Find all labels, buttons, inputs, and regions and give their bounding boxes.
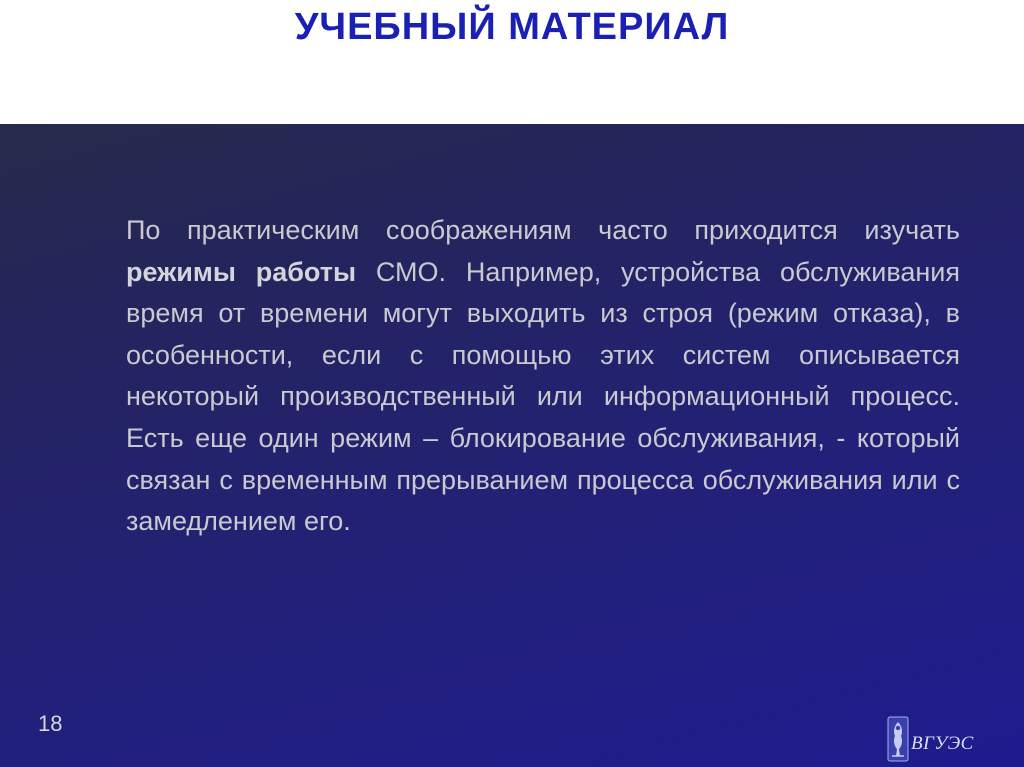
- slide-title: УЧЕБНЫЙ МАТЕРИАЛ: [294, 6, 730, 48]
- body-text-bold: режимы работы: [126, 256, 357, 287]
- page-number: 18: [38, 711, 63, 736]
- slide-header: [0, 0, 1024, 124]
- body-text-part-2: СМО. Например, устройства обслуживания время от времени могут выходить из строя (режим отказа), в особенности, если с помощью этих систем описывается некоторый производственный или информационный процесс. Есть еще один режим – блокирование обслуживания, - который связан с временным прерыванием процесса обслуживания или с замедлением его.: [126, 256, 960, 537]
- university-logo: [887, 716, 997, 762]
- logo-text: ВГУЭС: [911, 733, 974, 754]
- university-emblem-icon: [887, 716, 909, 762]
- slide-content-area: [0, 124, 1024, 767]
- body-paragraph: [126, 210, 960, 543]
- body-text-part-1: По практическим соображениям часто приходится изучать: [126, 215, 960, 245]
